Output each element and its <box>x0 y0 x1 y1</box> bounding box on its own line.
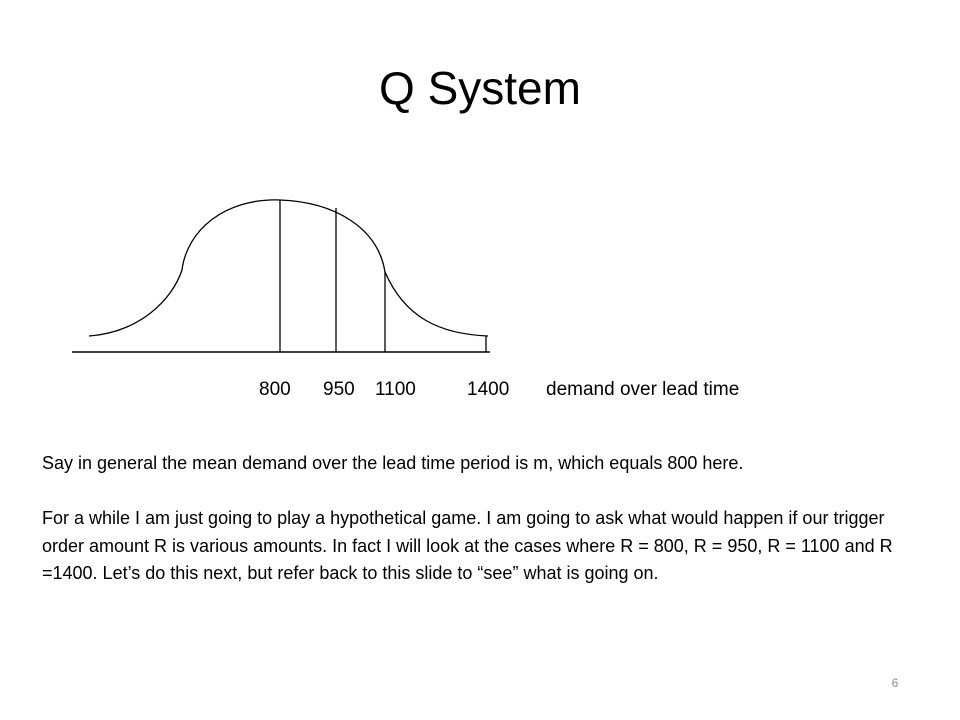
tick-label-1100: 1100 <box>375 379 416 400</box>
tick-label-950: 950 <box>323 379 355 400</box>
tick-label-800: 800 <box>259 379 291 400</box>
axis-label: demand over lead time <box>546 379 740 400</box>
slide-title: Q System <box>379 62 581 114</box>
slide-number: 6 <box>891 676 899 690</box>
demand-curve <box>89 200 488 336</box>
body-paragraph-1: Say in general the mean demand over the lead time period is m, which equals 800 here. <box>42 453 744 473</box>
body-paragraph-2: For a while I am just going to play a hypothetical game. I am going to ask what would happen if our trigger order amount R is various amounts. In fact I will look at the cases where R = 800, R = 950, R = 1100 and R =1400. Let’s do this next, but refer back to this slide to “see” what is going on. <box>42 508 893 583</box>
tick-label-1400: 1400 <box>467 379 510 400</box>
